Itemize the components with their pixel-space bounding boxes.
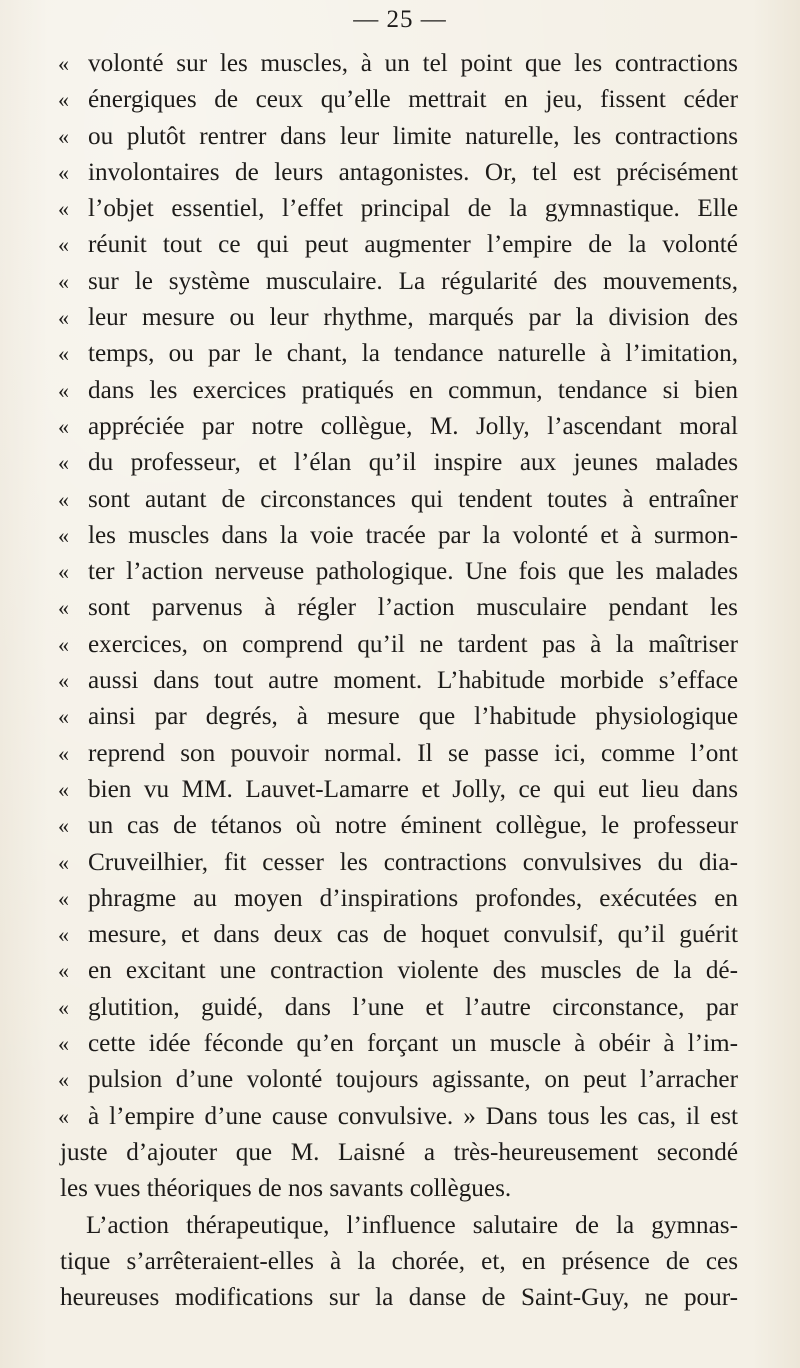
quote-mark: « bbox=[58, 341, 69, 367]
line-text: glutition, guidé, dans l’une et l’autre circonstance, par bbox=[88, 993, 738, 1021]
line-text: L’action thérapeutique, l’influence salutaire de la gymnas- bbox=[86, 1211, 738, 1239]
line-text: dans les exercices pratiqués en commun, tendance si bien bbox=[88, 376, 738, 404]
line-text: phragme au moyen d’inspirations profondes, exécutées en bbox=[88, 884, 738, 912]
text-line bbox=[0, 845, 800, 881]
line-text: exercices, on comprend qu’il ne tardent pas à la maîtriser bbox=[88, 630, 738, 658]
text-line bbox=[0, 409, 800, 445]
line-text: sont autant de circonstances qui tendent toutes à entraîner bbox=[88, 485, 738, 513]
quote-mark: « bbox=[58, 413, 69, 439]
line-text: Cruveilhier, fit cesser les contractions convulsives du dia- bbox=[88, 848, 738, 876]
line-text: bien vu MM. Lauvet-Lamarre et Jolly, ce qui eut lieu dans bbox=[88, 775, 738, 803]
quote-mark: « bbox=[58, 885, 69, 911]
line-text: en excitant une contraction violente des muscles de la dé- bbox=[88, 957, 738, 985]
text-line bbox=[0, 554, 800, 590]
quote-mark: « bbox=[58, 268, 69, 294]
text-line bbox=[0, 627, 800, 663]
quote-mark: « bbox=[58, 704, 69, 730]
quote-mark: « bbox=[58, 305, 69, 331]
body-text bbox=[0, 46, 800, 1316]
line-text: ainsi par degrés, à mesure que l’habitude physiologique bbox=[88, 703, 738, 731]
line-text: volonté sur les muscles, à un tel point que les contractions bbox=[88, 50, 738, 77]
text-line bbox=[0, 1244, 800, 1280]
line-text: l’objet essentiel, l’effet principal de la gymnastique. Elle bbox=[88, 195, 738, 223]
text-line bbox=[0, 917, 800, 953]
text-line bbox=[0, 336, 800, 372]
text-line bbox=[0, 1208, 800, 1244]
text-line bbox=[0, 119, 800, 155]
quote-mark: « bbox=[58, 486, 69, 512]
text-line bbox=[0, 155, 800, 191]
quote-mark: « bbox=[58, 196, 69, 222]
quote-mark: « bbox=[58, 994, 69, 1020]
text-line bbox=[0, 82, 800, 118]
line-text: sont parvenus à régler l’action musculaire pendant les bbox=[88, 594, 738, 622]
text-line bbox=[0, 1099, 800, 1135]
line-text: les muscles dans la voie tracée par la volonté et à surmon- bbox=[88, 521, 738, 549]
text-line bbox=[0, 808, 800, 844]
line-text: sur le système musculaire. La régularité des mouvements, bbox=[88, 267, 738, 295]
quote-mark: « bbox=[58, 631, 69, 657]
text-line bbox=[0, 1171, 800, 1207]
quote-mark: « bbox=[58, 740, 69, 766]
text-line bbox=[0, 736, 800, 772]
line-text: ter l’action nerveuse pathologique. Une fois que les malades bbox=[88, 558, 738, 586]
line-text: reprend son pouvoir normal. Il se passe ici, comme l’ont bbox=[88, 739, 738, 767]
text-line bbox=[0, 953, 800, 989]
text-line bbox=[0, 191, 800, 227]
line-text: aussi dans tout autre moment. L’habitude morbide s’efface bbox=[88, 667, 738, 695]
quote-mark: « bbox=[58, 232, 69, 258]
text-line bbox=[0, 699, 800, 735]
quote-mark: « bbox=[58, 958, 69, 984]
quote-mark: « bbox=[58, 776, 69, 802]
quote-mark: « bbox=[58, 559, 69, 585]
quote-mark: « bbox=[58, 377, 69, 403]
text-line bbox=[0, 46, 800, 82]
quote-mark: « bbox=[58, 1067, 69, 1093]
line-text: temps, ou par le chant, la tendance naturelle à l’imitation, bbox=[88, 340, 738, 368]
quote-mark: « bbox=[58, 51, 69, 76]
text-line bbox=[0, 590, 800, 626]
text-line bbox=[0, 373, 800, 409]
quote-mark: « bbox=[58, 1103, 69, 1129]
text-line bbox=[0, 772, 800, 808]
text-line bbox=[0, 518, 800, 554]
line-text: du professeur, et l’élan qu’il inspire aux jeunes malades bbox=[88, 449, 738, 477]
line-text: juste d’ajouter que M. Laisné a très-heureusement secondé bbox=[60, 1138, 738, 1166]
quote-mark: « bbox=[58, 668, 69, 694]
line-text: à l’empire d’une cause convulsive. » Dans tous les cas, il est bbox=[88, 1102, 738, 1130]
line-text: mesure, et dans deux cas de hoquet convulsif, qu’il guérit bbox=[88, 921, 738, 949]
text-line bbox=[0, 227, 800, 263]
text-line bbox=[0, 1026, 800, 1062]
text-line bbox=[0, 482, 800, 518]
text-line bbox=[0, 1280, 800, 1316]
line-text: énergiques de ceux qu’elle mettrait en jeu, fissent céder bbox=[88, 86, 738, 114]
line-text: involontaires de leurs antagonistes. Or, tel est précisément bbox=[88, 158, 738, 186]
quote-mark: « bbox=[58, 123, 69, 149]
text-line bbox=[0, 264, 800, 300]
text-line bbox=[0, 445, 800, 481]
line-text: leur mesure ou leur rhythme, marqués par la division des bbox=[88, 304, 738, 332]
quote-mark: « bbox=[58, 813, 69, 839]
quote-mark: « bbox=[58, 1031, 69, 1057]
line-text: réunit tout ce qui peut augmenter l’empire de la volonté bbox=[88, 231, 738, 259]
page-number: — 25 — bbox=[353, 6, 447, 33]
quote-mark: « bbox=[58, 159, 69, 185]
line-text: cette idée féconde qu’en forçant un muscle à obéir à l’im- bbox=[88, 1030, 738, 1058]
quote-mark: « bbox=[58, 522, 69, 548]
line-text: appréciée par notre collègue, M. Jolly, l’ascendant moral bbox=[88, 412, 738, 440]
text-line bbox=[0, 1062, 800, 1098]
quote-mark: « bbox=[58, 450, 69, 476]
quote-mark: « bbox=[58, 922, 69, 948]
quote-mark: « bbox=[58, 595, 69, 621]
line-text: tique s’arrêteraient-elles à la chorée, et, en présence de ces bbox=[60, 1247, 738, 1275]
line-text: ou plutôt rentrer dans leur limite naturelle, les contractions bbox=[88, 122, 738, 150]
line-text: un cas de tétanos où notre éminent collègue, le professeur bbox=[88, 812, 738, 840]
text-line bbox=[0, 300, 800, 336]
line-text: les vues théoriques de nos savants collègues. bbox=[60, 1175, 512, 1203]
line-text: heureuses modifications sur la danse de Saint-Guy, ne pour- bbox=[60, 1284, 738, 1312]
text-line bbox=[0, 1135, 800, 1171]
text-line bbox=[0, 990, 800, 1026]
line-text: pulsion d’une volonté toujours agissante, on peut l’arracher bbox=[88, 1066, 738, 1094]
text-line bbox=[0, 663, 800, 699]
text-line bbox=[0, 881, 800, 917]
quote-mark: « bbox=[58, 87, 69, 113]
quote-mark: « bbox=[58, 849, 69, 875]
